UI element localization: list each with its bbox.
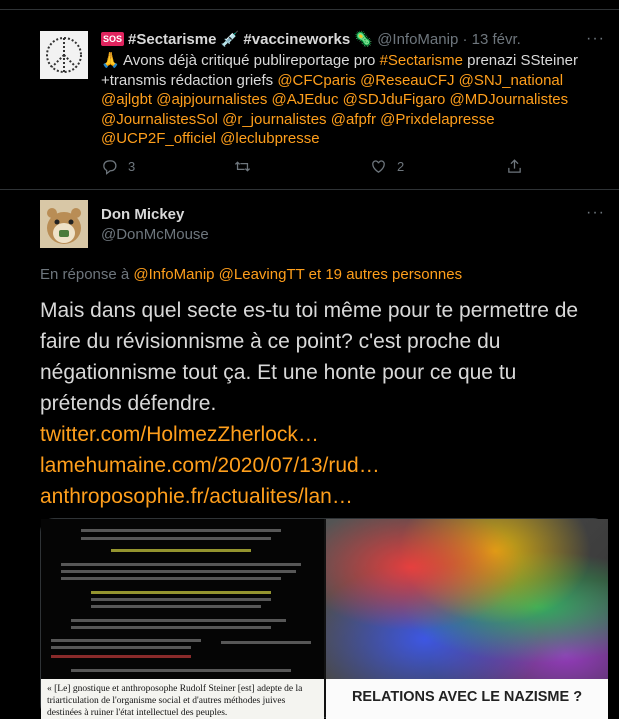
reply-context bbox=[40, 266, 462, 283]
sos-badge-icon: SOS bbox=[103, 34, 123, 44]
link-lamehumaine[interactable]: lamehumaine.com/2020/07/13/rud… bbox=[40, 454, 380, 477]
doc-text-line bbox=[111, 549, 251, 552]
doc-text-line bbox=[91, 598, 271, 601]
tweet-text-prefix: 🙏 Avons déjà critiqué publireportage pro bbox=[101, 52, 380, 69]
doc-text-line bbox=[91, 591, 271, 594]
user-handle[interactable]: @DonMcMouse bbox=[101, 226, 209, 243]
reply-button[interactable] bbox=[101, 158, 135, 175]
user-handle[interactable]: @InfoManip bbox=[377, 31, 459, 48]
reply-count: 3 bbox=[128, 159, 136, 174]
doc-text-line bbox=[71, 669, 291, 672]
tweet-header bbox=[101, 30, 521, 48]
doc-text-line bbox=[61, 577, 281, 580]
rainbow-map-image[interactable] bbox=[326, 519, 608, 679]
doc-text-line bbox=[61, 570, 296, 573]
doc-text-line bbox=[81, 529, 281, 532]
tweet-text bbox=[40, 295, 600, 512]
doc-text-line bbox=[71, 619, 286, 622]
doc-text-line bbox=[51, 639, 201, 642]
reply-others-link[interactable]: et 19 autres personnes bbox=[304, 266, 463, 283]
tweet-body: Mais dans quel secte es-tu toi même pour te permettre de faire du révisionnisme à ce point? c'est proche du négationnisme tout ça. Et une honte pour ce que tu prétends défendre. bbox=[40, 299, 579, 415]
doc-text-line bbox=[51, 646, 191, 649]
reply-prefix: En réponse à bbox=[40, 266, 134, 283]
link-twitter[interactable]: twitter.com/HolmezZherlock… bbox=[40, 423, 319, 446]
tweet-date[interactable]: · 13 févr. bbox=[462, 31, 521, 48]
hamster-avatar-icon bbox=[40, 200, 88, 248]
avatar[interactable] bbox=[40, 200, 88, 248]
doc-text-line bbox=[71, 626, 271, 629]
heart-icon bbox=[370, 158, 387, 175]
retweet-button[interactable] bbox=[234, 158, 261, 175]
tweet-text-mid: prenazi SSteiner +transmis rédaction griefs bbox=[101, 52, 579, 89]
media-grid[interactable] bbox=[40, 518, 607, 718]
caption-image[interactable]: RELATIONS AVEC LE NAZISME ? bbox=[326, 679, 608, 719]
more-options-icon[interactable]: ··· bbox=[586, 204, 605, 221]
display-name[interactable]: #Sectarisme 💉 #vaccineworks 🦠 bbox=[128, 31, 374, 48]
doc-text-line bbox=[81, 537, 271, 540]
doc-text-line bbox=[61, 563, 301, 566]
doc-text-line bbox=[51, 655, 191, 658]
peace-symbol-icon bbox=[40, 31, 88, 79]
tweet-actions bbox=[101, 158, 541, 178]
previous-tweet-divider bbox=[0, 0, 619, 10]
more-options-icon[interactable]: ··· bbox=[586, 30, 605, 47]
reply-mentions[interactable]: @InfoManip @LeavingTT bbox=[133, 266, 305, 283]
link-anthroposophie[interactable]: anthroposophie.fr/actualites/lan… bbox=[40, 485, 353, 508]
mention-links[interactable]: @CFCparis @ReseauCFJ @SNJ_national @ajlgbt @ajpjournalistes @AJEduc @SDJduFigaro @MDJournalistes @JournalistesSol @r_journalistes @afpfr @Prixdelapresse @UCP2F_officiel @leclubpresse bbox=[101, 71, 569, 147]
share-icon bbox=[506, 158, 523, 175]
like-count: 2 bbox=[397, 159, 405, 174]
reply-icon bbox=[101, 158, 118, 175]
document-image[interactable] bbox=[41, 519, 324, 679]
retweet-icon bbox=[234, 158, 251, 175]
doc-text-line bbox=[221, 641, 311, 644]
parent-tweet[interactable] bbox=[0, 18, 619, 190]
hashtag-link[interactable]: #Sectarisme bbox=[379, 52, 463, 69]
share-button[interactable] bbox=[506, 158, 523, 175]
doc-text-line bbox=[91, 605, 261, 608]
avatar[interactable] bbox=[40, 31, 88, 79]
display-name[interactable]: Don Mickey bbox=[101, 206, 185, 223]
like-button[interactable] bbox=[370, 158, 404, 175]
tweet-text bbox=[101, 51, 606, 149]
quote-image[interactable]: « [Le] gnostique et anthroposophe Rudolf Steiner [est] adepte de la triarticulation de l'organisme social et d'autres méthodes juives destinées à ruiner l'état intellectuel des peuples. bbox=[41, 679, 324, 719]
